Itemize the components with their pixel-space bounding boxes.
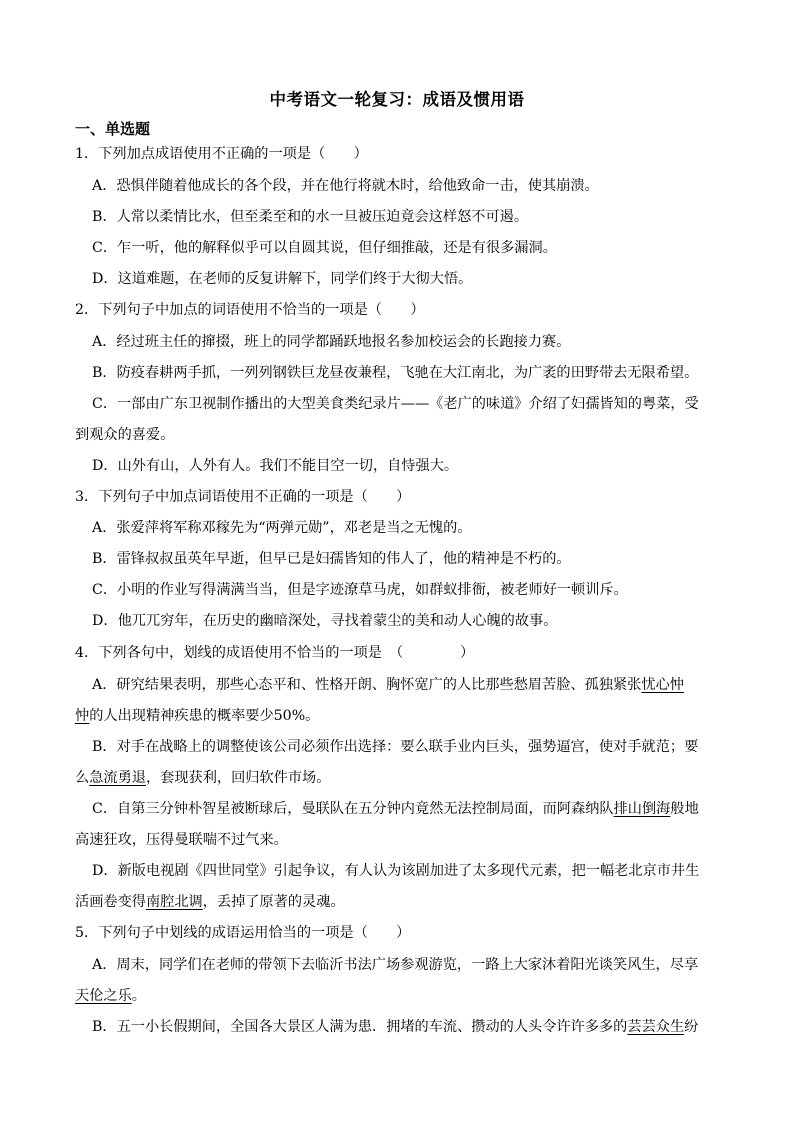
underlined-idiom: 急流勇退	[89, 770, 146, 786]
question-stem: 4．下列各句中，划线的成语使用不恰当的一项是 （ ）	[75, 645, 475, 661]
option-text: B．五一小长假期间，全国各大景区人满为患．拥堵的车流、攒动的人头令许许多多的	[92, 1019, 628, 1035]
option-text: 。	[131, 988, 146, 1004]
option-text: 活画卷变得	[75, 894, 146, 910]
section-heading: 一、单选题	[75, 120, 151, 138]
underlined-idiom: 忧心忡	[641, 677, 684, 693]
option-text: 纷	[684, 1019, 699, 1035]
question-stem: 3．下列句子中加点词语使用不正确的一项是（ ）	[75, 489, 411, 505]
option-b: B．雷锋叔叔虽英年早逝，但早已是妇孺皆知的伟人了，他的精神是不朽的。	[92, 551, 571, 567]
underlined-idiom: 南腔北调	[145, 894, 203, 910]
option-text: ，丢掉了原著的灵魂。	[202, 894, 345, 910]
option-d: D．他兀兀穷年，在历史的幽暗深处，寻找着蒙尘的美和动人心魄的故事。	[92, 613, 558, 629]
option-d: D．这道难题，在老师的反复讲解下，同学们终于大彻大悟。	[92, 271, 473, 287]
option-text: C．自第三分钟朴智星被断球后，曼联队在五分钟内竟然无法控制局面，而阿森纳队	[92, 801, 614, 817]
question-stem: 2．下列句子中加点的词语使用不恰当的一项是（ ）	[75, 302, 425, 318]
option-b: B．人常以柔情比水，但至柔至和的水一旦被压迫竟会这样怒不可遏。	[92, 209, 529, 225]
option-text: D．新版电视剧《四世同堂》引起争议，有人认为该剧加进了太多现代元素，把一幅老北京市井生	[92, 863, 700, 879]
option-c-continued: 到观众的喜爱。	[75, 427, 175, 443]
option-a: A．恐惧伴随着他成长的各个段，并在他行将就木时，给他致命一击，使其崩溃。	[92, 178, 599, 194]
option-b	[92, 737, 698, 757]
option-text: A．周末，同学们在老师的带领下去临沂书法广场参观游览，一路上大家沐着阳光谈笑风生，尽享	[92, 957, 699, 973]
option-a: A．张爱萍将军称邓稼先为“两弹元勋”，邓老是当之无愧的。	[92, 520, 472, 536]
option-b: B．防疫春耕两手抓，一列列钢铁巨龙昼夜兼程，飞驰在大江南北，为广袤的田野带去无限希望。	[92, 365, 699, 381]
option-b	[92, 1017, 698, 1037]
underlined-idiom: 芸芸众生	[627, 1019, 685, 1035]
option-c: C．一部由广东卫视制作播出的大型美食类纪录片——《老广的味道》介绍了妇孺皆知的粤菜，受	[92, 396, 699, 412]
option-text: B．对手在战略上的调整使该公司必须作出选择：要么联手业内巨头，强势逼宫，使对手就范；要	[92, 739, 699, 755]
option-text: 么	[75, 770, 90, 786]
option-a: A．经过班主任的撺掇，班上的同学都踊跃地报名参加校运会的长跑接力赛。	[92, 334, 571, 350]
option-d: D．山外有山，人外有人。我们不能目空一切，自恃强大。	[92, 458, 459, 474]
option-d	[92, 861, 699, 881]
underlined-idiom: 忡	[75, 708, 90, 724]
option-text: ，套现获利，回归软件市场。	[145, 770, 331, 786]
option-a-continued	[75, 706, 319, 726]
option-d-continued	[75, 892, 345, 912]
underlined-idiom: 排山倒海	[613, 801, 671, 817]
option-a	[92, 955, 698, 975]
question-stem: 1．下列加点成语使用不正确的一项是（ ）	[75, 146, 368, 162]
option-text: A．研究结果表明，那些心态平和、性格开朗、胸怀宽广的人比那些愁眉苦脸、孤独紧张	[92, 677, 642, 693]
page-title: 中考语文一轮复习：成语及惯用语	[269, 90, 525, 109]
option-b-continued	[75, 768, 330, 788]
option-c: C．小明的作业写得满满当当，但是字迹潦草马虎，如群蚁排衙，被老师好一顿训斥。	[92, 582, 628, 598]
option-c: C．乍一听，他的解释似乎可以自圆其说，但仔细推敲，还是有很多漏洞。	[92, 240, 557, 256]
option-c-continued	[75, 830, 288, 850]
underlined-idiom: 天伦之乐	[75, 988, 132, 1004]
option-a-continued	[75, 986, 146, 1006]
option-text: 高速狂攻，压得曼联喘不过气来。	[75, 832, 288, 848]
question-stem: 5．下列句子中划线的成语运用恰当的一项是（ ）	[75, 925, 411, 941]
option-c	[92, 799, 699, 819]
option-a	[92, 675, 684, 695]
option-text: 般地	[670, 801, 699, 817]
option-text: 的人出现精神疾患的概率要少50%。	[89, 708, 320, 724]
